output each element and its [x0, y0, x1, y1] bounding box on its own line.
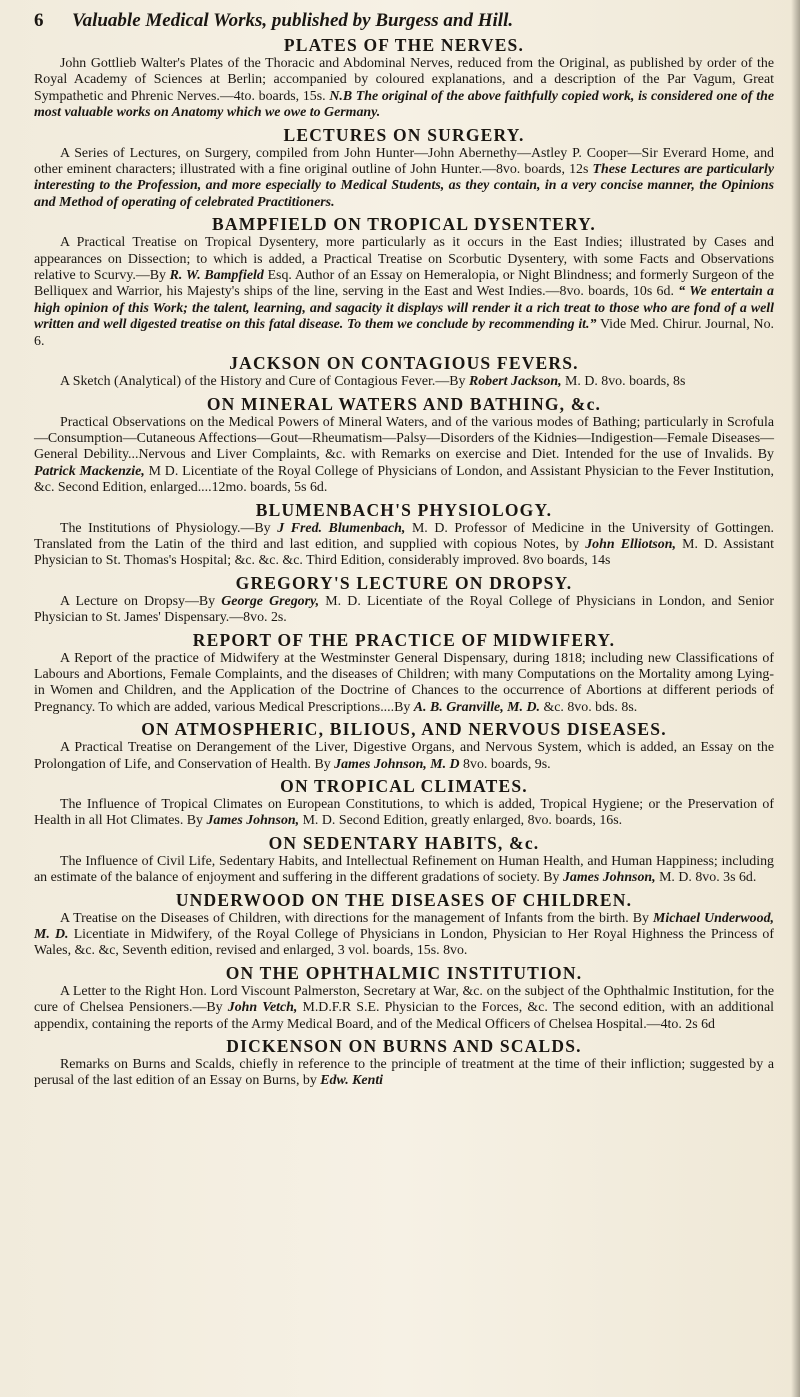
author-name: Edw. Kenti — [320, 1073, 384, 1089]
catalogue-section — [34, 394, 774, 497]
author-name: James Johnson, — [206, 813, 300, 829]
italic-note: These Lectures are particularly interesting to the Profession, and more especially to Medical Students, as they contain, in a very concise manner, the Opinions and Method of operating of celebrated Practitioners. — [34, 162, 774, 210]
running-head — [34, 10, 774, 32]
catalogue-section — [34, 833, 774, 887]
author-name: James Johnson, — [562, 870, 656, 886]
page-title: Valuable Medical Works, published by Burgess and Hill. — [72, 10, 514, 31]
section-title: LECTURES ON SURGERY. — [283, 124, 525, 145]
section-title: BLUMENBACH'S PHYSIOLOGY. — [255, 499, 553, 520]
book-entry — [34, 651, 774, 717]
page-number: 6 — [34, 10, 44, 31]
section-title: DICKENSON ON BURNS AND SCALDS. — [226, 1036, 582, 1057]
entry-text: A Practical Treatise on Derangement of the Liver, Digestive Organs, and Nervous System, which is added, an Essay on the Prolongation of Life, and Conservation of Health. By — [34, 740, 774, 772]
entry-text: A Report of the practice of Midwifery at the Westminster General Dispensary, during 1818; including new Classifications of Labours and Abortions, Female Complaints, and the diseases of Children; with many Computations on the Mortality among Lying-in Women and Children, and the Application of the Doctrine of Chances to the occurrence of Abortions at different periods of Pregnancy. To which are added, various Medical Prescriptions....By — [34, 650, 774, 715]
catalogue-section — [34, 890, 774, 960]
section-title: ON THE OPHTHALMIC INSTITUTION. — [225, 962, 583, 983]
entry-text: M. D. 8vo. 3s 6d. — [655, 870, 757, 886]
book-entry — [34, 911, 774, 960]
author-name: Michael Underwood, M. D. — [34, 910, 774, 943]
section-title: JACKSON ON CONTAGIOUS FEVERS. — [229, 353, 579, 374]
author-name: James Johnson, M. D — [334, 756, 460, 772]
entry-text: A Practical Treatise on Tropical Dysentery, more particularly as it occurs in the East Indies; illustrated by Cases and appearances on Dissection; to which is added, a Practical Treatise on Scorbutic Dysentery, with some Facts and Observations relative to Scurvy.—By — [34, 235, 774, 284]
book-entry — [34, 984, 774, 1033]
entry-text: M.D.F.R S.E. Physician to the Forces, &c. The second edition, with an additional appendix, containing the reports of the Army Medical Board, and of the Medical Officers of Chelsea Hospital.—4to. 2s 6d — [34, 1000, 774, 1032]
section-title: ON TROPICAL CLIMATES. — [280, 776, 528, 796]
section-title: BAMPFIELD ON TROPICAL DYSENTERY. — [212, 214, 596, 235]
book-entry — [34, 521, 774, 570]
section-title: REPORT OF THE PRACTICE OF MIDWIFERY. — [192, 629, 616, 650]
author-name: Robert Jackson, — [468, 374, 562, 390]
italic-note: “ We entertain a high opinion of this Work; the talent, learning, and sagacity it displays will render it a rich treat to those who are fond of a well written and well digested treatise on this fatal disease. To them we conclude by recommending it.” — [34, 284, 774, 333]
catalogue-section — [34, 630, 774, 717]
book-entry — [34, 740, 774, 773]
section-title: GREGORY'S LECTURE ON DROPSY. — [235, 572, 573, 593]
catalogue-section — [34, 963, 774, 1033]
section-title: ON MINERAL WATERS AND BATHING, &c. — [206, 393, 602, 414]
book-entry — [34, 854, 774, 887]
entry-text: The Institutions of Physiology.—By — [60, 520, 278, 536]
catalogue-section — [34, 353, 774, 390]
author-name: Patrick Mackenzie, — [34, 463, 145, 479]
entry-text: Practical Observations on the Medical Powers of Mineral Waters, and of the various modes of Bathing; particularly in Scrofula—Consumption—Cutaneous Affections—Gout—Rheumatism—Palsy—Disorders of the Kidnies—Indigestion—Female Diseases—General Debility...Nervous and Liver Complaints, &c. with Remarks on exercise and Diet. Intended for the use of Invalids. By — [34, 414, 774, 463]
book-entry — [34, 235, 774, 350]
entry-text: A Lecture on Dropsy—By — [60, 593, 222, 609]
entry-text: 8vo. boards, 9s. — [459, 756, 551, 772]
section-title: PLATES OF THE NERVES. — [283, 35, 525, 55]
entry-text: A Treatise on the Diseases of Children, with directions for the management of Infants from the birth. By — [60, 910, 654, 926]
author-name: J Fred. Blumenbach, — [277, 520, 406, 536]
catalogue-section — [34, 776, 774, 830]
entry-text: Licentiate in Midwifery, of the Royal College of Physicians in London, Physician to Her Royal Highness the Princess of Wales, &c. &c, Seventh edition, revised and enlarged, 3 vol. boards, 15s. 8vo. — [34, 927, 774, 959]
entry-text: Esq. Author of an Essay on Hemeralopia, or Night Blindness; and formerly Surgeon of the Belliquex and Warrior, his Majesty's ships of the line, serving in the East and West Indies.—8vo. boards, 10s 6d. — [34, 268, 775, 300]
book-entry — [34, 594, 774, 627]
catalogue-section — [34, 125, 774, 212]
author-name: A. B. Granville, M. D. — [413, 699, 540, 715]
entry-text: M. D. Licentiate of the Royal College of Physicians in London, and Senior Physician to St. James' Dispensary.—8vo. 2s. — [34, 593, 774, 626]
book-entry — [34, 1057, 774, 1090]
entry-text: A Series of Lectures, on Surgery, compiled from John Hunter—John Abernethy—Astley P. Cooper—Sir Everard Home, and other eminent characters; illustrated with a fine original outline of John Hunter.—8vo. boards, 12s — [34, 145, 774, 178]
book-entry — [34, 374, 774, 390]
catalogue-section — [34, 35, 774, 122]
entry-text: John Gottlieb Walter's Plates of the Thoracic and Abdominal Nerves, reduced from the Original, as published by order of the Royal Academy of Sciences at Berlin; accompanied by coloured explanations, and a description of the Par Vagum, Great Sympathetic and Phrenic Nerves.—4to. boards, 15s. — [34, 56, 774, 104]
catalogue-listing — [34, 35, 774, 1090]
author-name: George Gregory, — [221, 593, 320, 609]
author-name: John Vetch, — [227, 1000, 298, 1016]
author-name: John Elliotson, — [585, 536, 676, 552]
entry-text: M D. Licentiate of the Royal College of Physicians of London, and Assistant Physician to the Fever Institution, &c. Second Edition, enlarged....12mo. boards, 5s 6d. — [34, 463, 774, 496]
book-entry — [34, 415, 774, 497]
italic-note: N.B The original of the above faithfully copied work, is considered one of the most valuable works on Anatomy which we owe to Germany. — [34, 88, 775, 121]
entry-text: M. D. Assistant Physician to St. Thomas's Hospital; &c. &c. &c. Third Edition, considerably improved. 8vo boards, 14s — [34, 536, 774, 569]
catalogue-section — [34, 214, 774, 350]
entry-text: A Sketch (Analytical) of the History and Cure of Contagious Fever.—By — [60, 374, 469, 390]
catalogue-section — [34, 573, 774, 627]
entry-text: &c. 8vo. bds. 8s. — [539, 699, 638, 715]
entry-text: Vide Med. Chirur. Journal, No. 6. — [34, 317, 774, 349]
entry-text: M. D. 8vo. boards, 8s — [561, 374, 686, 390]
entry-text: The Influence of Tropical Climates on European Constitutions, to which is added, Tropical Hygiene; or the Preservation of Health in all Hot Climates. By — [34, 797, 774, 829]
entry-text: The Influence of Civil Life, Sedentary Habits, and Intellectual Refinement on Human Health, and Human Happiness; including an estimate of the balance of enjoyment and suffering in the different gradations of society. By — [34, 853, 774, 886]
book-entry — [34, 146, 774, 212]
book-entry — [34, 797, 774, 830]
entry-text: A Letter to the Right Hon. Lord Viscount Palmerston, Secretary at War, &c. on the subject of the Ophthalmic Institution, for the cure of Chelsea Pensioners.—By — [34, 983, 774, 1016]
catalogue-section — [34, 719, 774, 773]
catalogue-section — [34, 500, 774, 570]
section-title: ON ATMOSPHERIC, BILIOUS, AND NERVOUS DISEASES. — [141, 719, 667, 740]
catalogue-section — [34, 1036, 774, 1090]
section-title: UNDERWOOD ON THE DISEASES OF CHILDREN. — [175, 889, 633, 910]
author-name: R. W. Bampfield — [169, 268, 264, 284]
entry-text: M. D. Second Edition, greatly enlarged, 8vo. boards, 16s. — [299, 813, 623, 829]
section-title: ON SEDENTARY HABITS, &c. — [268, 832, 540, 853]
book-entry — [34, 56, 774, 122]
entry-text: M. D. Professor of Medicine in the University of Gottingen. Translated from the Latin of the third and last edition, and supplied with copious Notes, by — [34, 520, 774, 552]
entry-text: Remarks on Burns and Scalds, chiefly in reference to the principle of treatment at the time of their infliction; suggested by a perusal of the last edition of an Essay on Burns, by — [34, 1057, 774, 1089]
